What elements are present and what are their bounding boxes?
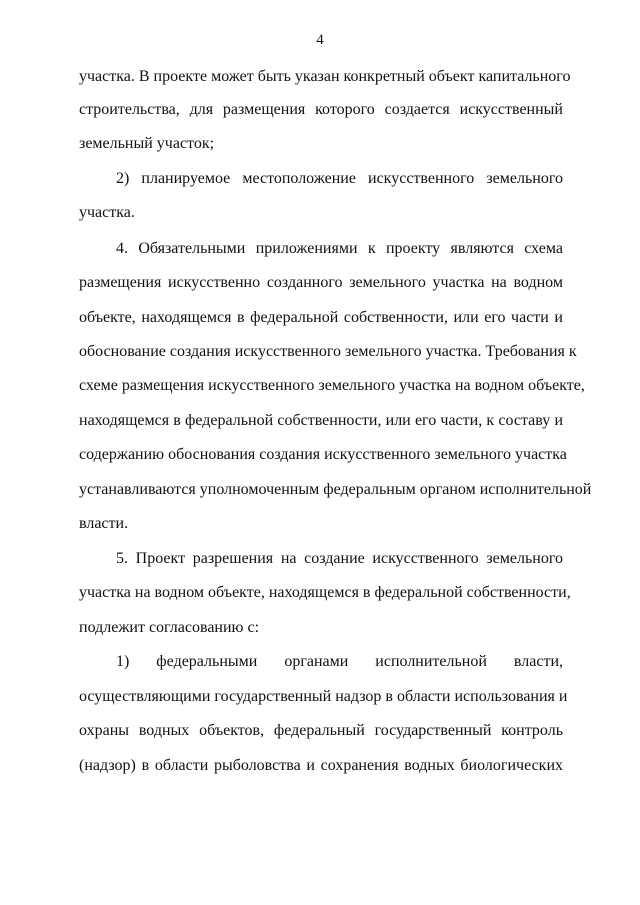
text-line-8: объекте, находящемся в федеральной собственности, или его части и — [79, 309, 563, 326]
text-line-19: осуществляющими государственный надзор в области использования и — [79, 688, 568, 705]
text-line-6: 4. Обязательными приложениями к проекту являются схема — [116, 240, 563, 257]
text-line-5: участка. — [79, 204, 135, 221]
text-line-11: находящемся в федеральной собственности, или его части, к составу и — [79, 412, 563, 429]
text-line-20: охраны водных объектов, федеральный государственный контроль — [79, 722, 563, 739]
text-line-4: 2) планируемое местоположение искусственного земельного — [116, 170, 563, 187]
page-number: 4 — [316, 32, 324, 48]
text-line-3: земельный участок; — [79, 135, 215, 152]
text-line-15: 5. Проект разрешения на создание искусственного земельного — [116, 550, 563, 567]
text-line-21: (надзор) в области рыболовства и сохранения водных биологических — [79, 757, 563, 774]
text-line-7: размещения искусственно созданного земельного участка на водном — [79, 274, 563, 291]
text-line-2: строительства, для размещения которого создается искусственный — [79, 101, 563, 118]
text-line-18: 1) федеральными органами исполнительной власти, — [116, 653, 563, 670]
text-line-14: власти. — [79, 515, 129, 532]
text-line-13: устанавливаются уполномоченным федеральным органом исполнительной — [79, 481, 592, 498]
text-line-12: содержанию обоснования создания искусственного земельного участка — [79, 446, 567, 463]
text-line-1: участка. В проекте может быть указан конкретный объект капитального — [79, 68, 571, 85]
text-line-9: обоснование создания искусственного земельного участка. Требования к — [79, 343, 577, 360]
text-line-10: схеме размещения искусственного земельного участка на водном объекте, — [79, 377, 585, 394]
text-line-16: участка на водном объекте, находящемся в федеральной собственности, — [79, 584, 571, 601]
text-line-17: подлежит согласованию с: — [79, 619, 260, 636]
